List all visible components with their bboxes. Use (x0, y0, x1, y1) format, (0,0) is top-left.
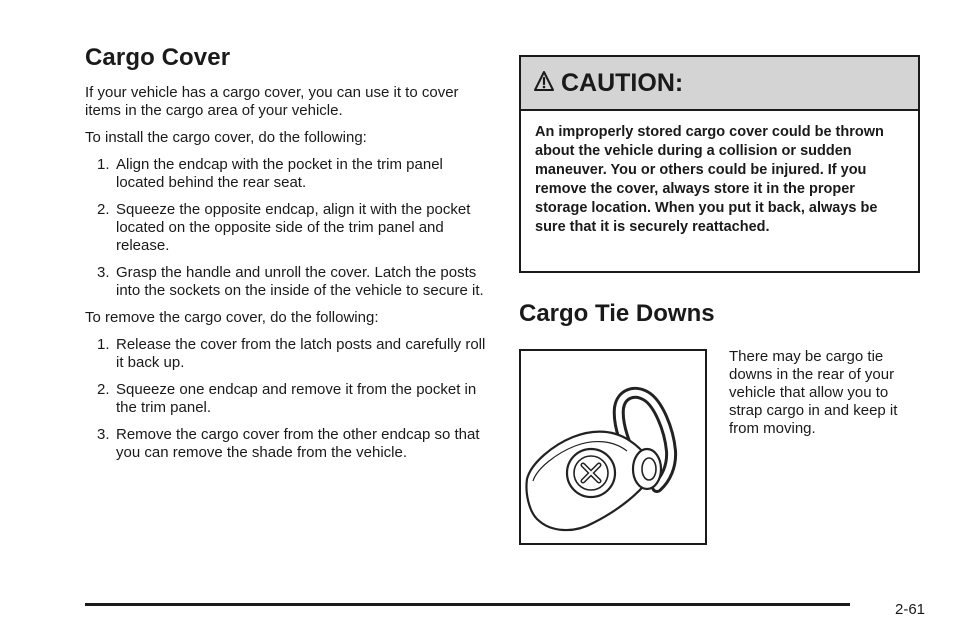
step-text: Release the cover from the latch posts and carefully roll it back up. (116, 336, 486, 371)
caution-body: An improperly stored cargo cover could be thrown about the vehicle during a collision or sudden maneuver. You or others could be injured. If you remove the cover, always store it in the proper storage location. When you put it back, always be sure that it is securely reattached. (535, 124, 884, 235)
step-number: 2. (97, 381, 110, 398)
caution-header (521, 57, 918, 111)
caution-title: CAUTION: (561, 68, 684, 97)
tie-down-illustration (519, 349, 707, 545)
remove-steps-list (85, 336, 495, 462)
step-number: 1. (97, 336, 110, 353)
list-item (85, 264, 495, 300)
tie-downs-text: There may be cargo tie downs in the rear of your vehicle that allow you to strap cargo in and keep it from moving. (729, 348, 898, 437)
caution-box (519, 55, 920, 273)
cargo-tie-downs-heading: Cargo Tie Downs (519, 300, 715, 327)
footer-rule (85, 603, 850, 606)
list-item (85, 201, 495, 255)
warning-triangle-icon (533, 70, 555, 97)
step-text: Align the endcap with the pocket in the trim panel located behind the rear seat. (116, 156, 443, 191)
install-lead: To install the cargo cover, do the following: (85, 129, 367, 146)
page-number: 2-61 (895, 601, 926, 618)
step-text: Grasp the handle and unroll the cover. Latch the posts into the sockets on the inside of the vehicle to secure it. (116, 264, 484, 299)
list-item (85, 336, 495, 372)
step-text: Squeeze the opposite endcap, align it with the pocket located on the opposite side of the trim panel and release. (116, 201, 471, 254)
step-number: 1. (97, 156, 110, 173)
step-number: 3. (97, 264, 110, 281)
cargo-cover-heading: Cargo Cover (85, 44, 231, 71)
step-text: Remove the cargo cover from the other endcap so that you can remove the shade from the vehicle. (116, 426, 480, 461)
list-item (85, 156, 495, 192)
step-number: 3. (97, 426, 110, 443)
step-number: 2. (97, 201, 110, 218)
left-column (85, 44, 495, 471)
cargo-cover-intro: If your vehicle has a cargo cover, you can use it to cover items in the cargo area of your vehicle. (85, 84, 459, 119)
list-item (85, 381, 495, 417)
step-text: Squeeze one endcap and remove it from the pocket in the trim panel. (116, 381, 477, 416)
install-steps-list (85, 156, 495, 300)
remove-lead: To remove the cargo cover, do the following: (85, 309, 379, 326)
list-item (85, 426, 495, 462)
